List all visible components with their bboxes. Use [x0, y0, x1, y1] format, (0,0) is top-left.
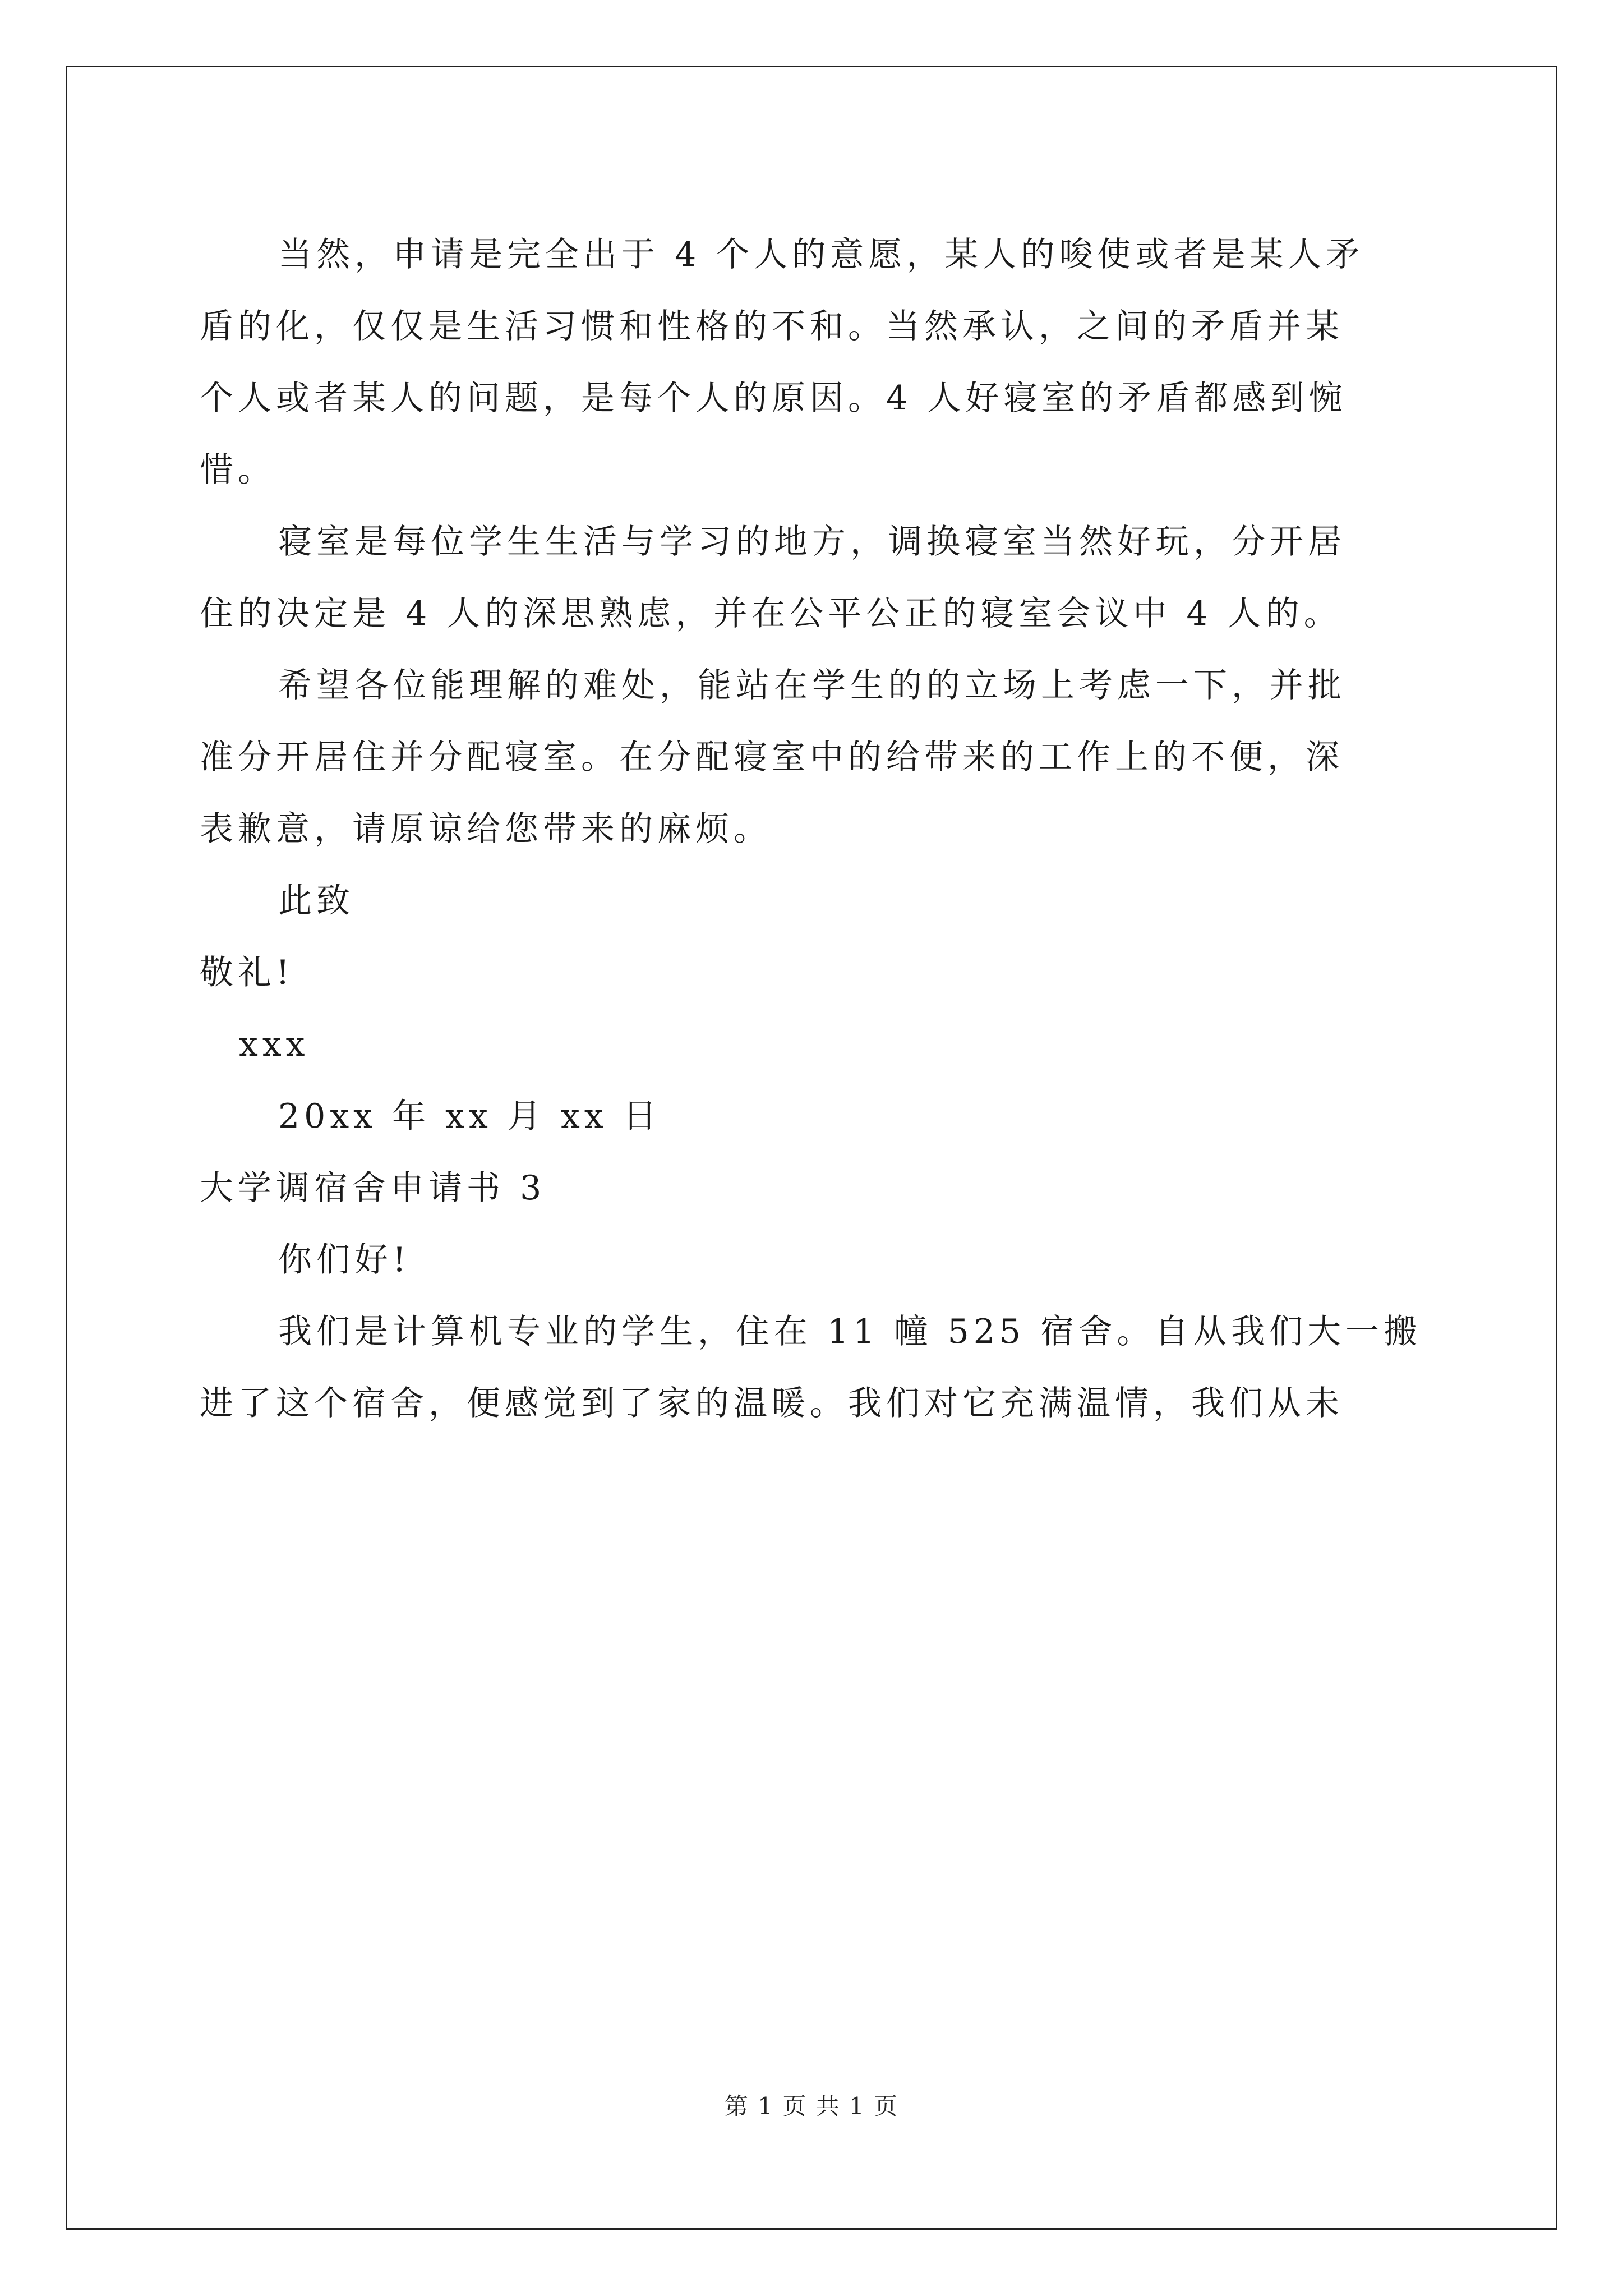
paragraph-4-line-1: 我们是计算机专业的学生，住在 11 幢 525 宿舍。自从我们大一搬 — [278, 1312, 1422, 1351]
paragraph-3-line-3: 表歉意，请原谅给您带来的麻烦。 — [200, 809, 772, 849]
closing-salutation: 此致 — [278, 881, 354, 921]
page-number: 第 1 页 共 1 页 — [724, 2092, 899, 2120]
paragraph-4-line-2: 进了这个宿舍，便感觉到了家的温暖。我们对它充满温情，我们从未 — [200, 1384, 1344, 1423]
paragraph-1-line-3: 个人或者某人的问题，是每个人的原因。4 人好寝室的矛盾都感到惋 — [200, 379, 1347, 418]
paragraph-3-line-1: 希望各位能理解的难处，能站在学生的的立场上考虑一下，并批 — [278, 666, 1346, 705]
greeting: 你们好! — [278, 1240, 411, 1280]
closing-regards: 敬礼! — [200, 953, 294, 992]
signature: xxx — [239, 1025, 310, 1064]
paragraph-1-line-4: 惜。 — [200, 450, 276, 490]
paragraph-1-line-1: 当然，申请是完全出于 4 个人的意愿，某人的唆使或者是某人矛 — [278, 235, 1364, 274]
paragraph-2-line-2: 住的决定是 4 人的深思熟虑，并在公平公正的寝室会议中 4 人的。 — [200, 594, 1342, 633]
date-line: 20xx 年 xx 月 xx 日 — [278, 1097, 661, 1136]
paragraph-3-line-2: 准分开居住并分配寝室。在分配寝室中的给带来的工作上的不便，深 — [200, 738, 1344, 777]
document-body — [200, 219, 1431, 1439]
paragraph-2-line-1: 寝室是每位学生生活与学习的地方，调换寝室当然好玩，分开居 — [278, 522, 1346, 562]
section-title: 大学调宿舍申请书 3 — [200, 1168, 546, 1208]
paragraph-1-line-2: 盾的化，仅仅是生活习惯和性格的不和。当然承认，之间的矛盾并某 — [200, 307, 1344, 346]
